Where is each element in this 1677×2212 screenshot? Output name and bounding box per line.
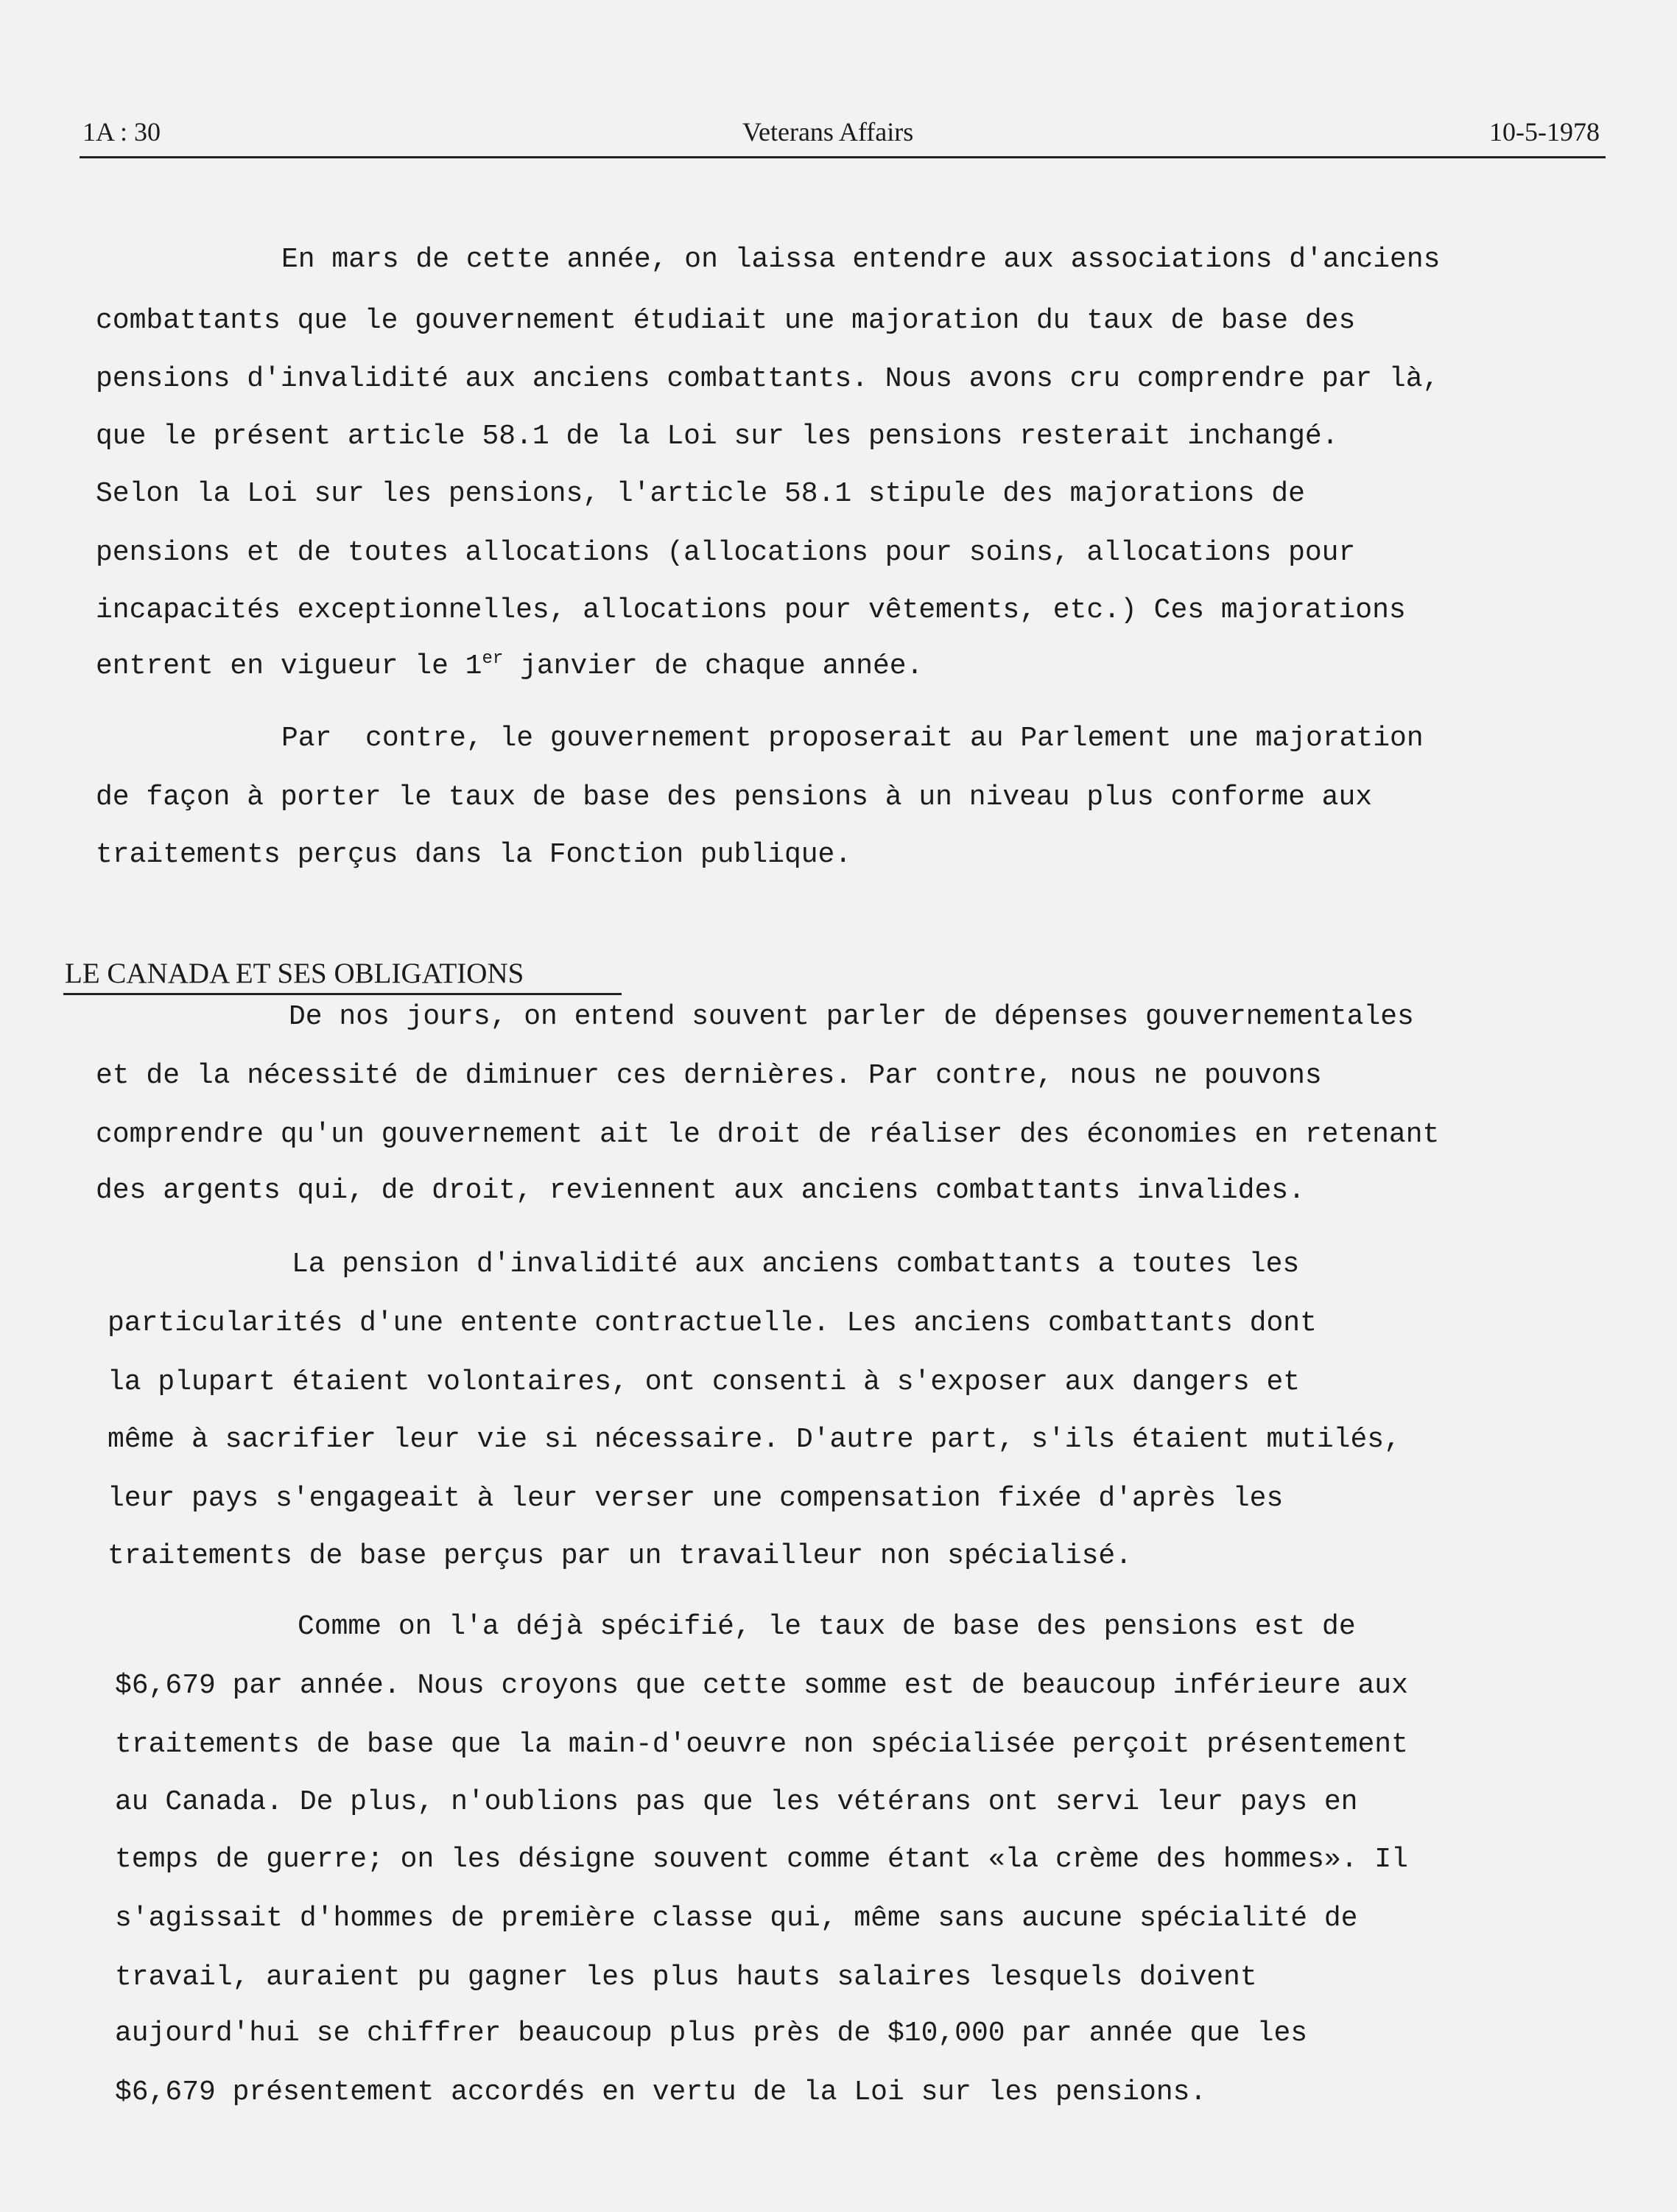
text-line: de façon à porter le taux de base des pensions à un niveau plus conforme aux <box>96 782 1373 813</box>
text-line: Par contre, le gouvernement proposerait au Parlement une majoration <box>281 723 1424 754</box>
superscript: er <box>482 649 504 669</box>
heading-underline <box>63 993 622 995</box>
text-line: pensions et de toutes allocations (allocations pour soins, allocations pour <box>96 537 1356 569</box>
text-line: $6,679 par année. Nous croyons que cette somme est de beaucoup inférieure aux <box>115 1670 1408 1702</box>
text-line: combattants que le gouvernement étudiait une majoration du taux de base des <box>96 305 1356 337</box>
text-line: au Canada. De plus, n'oublions pas que les vétérans ont servi leur pays en <box>115 1786 1358 1818</box>
text-line: même à sacrifier leur vie si nécessaire. D'autre part, s'ils étaient mutilés, <box>108 1424 1401 1456</box>
text-line: $6,679 présentement accordés en vertu de la Loi sur les pensions. <box>115 2076 1207 2108</box>
page-header <box>80 109 1606 162</box>
text-line: des argents qui, de droit, reviennent aux anciens combattants invalides. <box>96 1175 1305 1207</box>
text-line: leur pays s'engageait à leur verser une compensation fixée d'après les <box>108 1483 1284 1514</box>
text-line: et de la nécessité de diminuer ces dernières. Par contre, nous ne pouvons <box>96 1060 1322 1092</box>
text-line: traitements perçus dans la Fonction publique. <box>96 839 852 871</box>
text-line: La pension d'invalidité aux anciens combattants a toutes les <box>292 1249 1300 1280</box>
text-line: comprendre qu'un gouvernement ait le droit de réaliser des économies en retenant <box>96 1119 1440 1151</box>
text-line: particularités d'une entente contractuelle. Les anciens combattants dont <box>108 1307 1317 1339</box>
text-segment: entrent en vigueur le 1 <box>96 650 482 682</box>
text-line: traitements de base perçus par un travailleur non spécialisé. <box>108 1540 1133 1572</box>
text-line: que le présent article 58.1 de la Loi sur les pensions resterait inchangé. <box>96 421 1339 452</box>
text-line: temps de guerre; on les désigne souvent comme étant «la crème des hommes». Il <box>115 1844 1408 1875</box>
text-line: la plupart étaient volontaires, ont consenti à s'exposer aux dangers et <box>108 1366 1301 1398</box>
section-heading: LE CANADA ET SES OBLIGATIONS <box>65 958 524 989</box>
text-line: Selon la Loi sur les pensions, l'article 58.1 stipule des majorations de <box>96 478 1305 510</box>
text-line: travail, auraient pu gagner les plus hauts salaires lesquels doivent <box>115 1962 1257 1993</box>
header-title: Veterans Affairs <box>742 117 914 147</box>
text-line: De nos jours, on entend souvent parler de dépenses gouvernementales <box>289 1001 1414 1033</box>
text-line: Comme on l'a déjà spécifié, le taux de base des pensions est de <box>298 1611 1356 1643</box>
text-line <box>96 649 924 682</box>
header-date: 10-5-1978 <box>1489 117 1600 147</box>
text-segment: janvier de chaque année. <box>503 650 924 682</box>
page-reference: 1A : 30 <box>82 117 161 147</box>
text-line: aujourd'hui se chiffrer beaucoup plus près de $10,000 par année que les <box>115 2018 1308 2049</box>
text-line: s'agissait d'hommes de première classe qui, même sans aucune spécialité de <box>115 1903 1358 1934</box>
text-line: pensions d'invalidité aux anciens combattants. Nous avons cru comprendre par là, <box>96 363 1440 395</box>
text-line: traitements de base que la main-d'oeuvre non spécialisée perçoit présentement <box>115 1729 1408 1760</box>
text-line: En mars de cette année, on laissa entendre aux associations d'anciens <box>281 244 1441 275</box>
text-line: incapacités exceptionnelles, allocations pour vêtements, etc.) Ces majorations <box>96 594 1406 626</box>
header-rule <box>80 156 1606 158</box>
